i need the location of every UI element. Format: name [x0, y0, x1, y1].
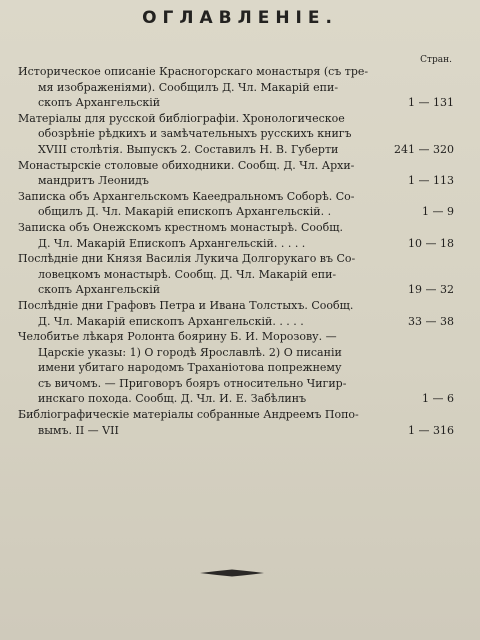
- toc-entry: [0, 189, 480, 220]
- toc-entry-line: [0, 189, 480, 205]
- entry-text: съ вичомъ. — Приговоръ бояръ относительно Чигир-: [38, 376, 347, 390]
- entry-text: мя изображеніями). Сообщилъ Д. Чл. Макарій епи-: [38, 80, 339, 94]
- toc-entry: [0, 64, 480, 111]
- toc-entry-line: [0, 282, 480, 298]
- entry-text: ловецкомъ монастырѣ. Сообщ. Д. Чл. Макарій епи-: [38, 267, 337, 281]
- entry-text: Д. Чл. Макарій епископъ Архангельскій. . . . .: [38, 314, 304, 328]
- toc-entry-line: [0, 220, 480, 236]
- entry-text: мандритъ Леонидъ: [38, 174, 149, 188]
- toc-entry: [0, 111, 480, 158]
- entry-page-range: 10 — 18: [408, 236, 454, 250]
- entry-text: Царскіе указы: 1) О городѣ Ярославлѣ. 2) О писаніи: [38, 345, 342, 359]
- entry-page-range: 1 — 131: [408, 96, 454, 110]
- toc-entry-line: [0, 95, 480, 111]
- toc-entry: [0, 158, 480, 189]
- entry-page-range: 19 — 32: [408, 283, 454, 297]
- toc-entry: [0, 220, 480, 251]
- toc-entry-line: [0, 126, 480, 142]
- entry-text: скопъ Архангельскій: [38, 96, 161, 110]
- toc-entry-line: [0, 376, 480, 392]
- toc-entry-line: [0, 142, 480, 158]
- pages-column-header: Стран.: [420, 55, 452, 65]
- entry-page-range: 1 — 9: [422, 205, 454, 219]
- toc-entry-line: [0, 423, 480, 439]
- toc-entry-line: [0, 80, 480, 96]
- toc-entry-line: [0, 360, 480, 376]
- entry-text: Послѣдніе дни Князя Василія Лукича Долгорукаго въ Со-: [18, 252, 356, 266]
- entry-text: Матеріалы для русской библіографіи. Хронологическое: [18, 111, 345, 125]
- toc-entry-line: [0, 204, 480, 220]
- page-title: ОГЛАВЛЕНІЕ.: [142, 8, 338, 28]
- toc-entry-line: [0, 173, 480, 189]
- entry-text: Д. Чл. Макарій Епископъ Архангельскій. . . . .: [38, 236, 306, 250]
- toc-entry-line: [0, 236, 480, 252]
- entry-text: вымъ. II — VII: [38, 423, 119, 437]
- entry-text: XVIII столѣтія. Выпускъ 2. Составилъ Н. В. Губерти: [38, 142, 339, 156]
- entry-page-range: 241 — 320: [394, 142, 454, 156]
- toc-entry-line: [0, 251, 480, 267]
- toc-entry-line: [0, 391, 480, 407]
- entry-page-range: 33 — 38: [408, 314, 454, 328]
- toc-entry-line: [0, 298, 480, 314]
- toc-entry-line: [0, 64, 480, 80]
- entry-text: Историческое описаніе Красногорскаго монастыря (съ тре-: [18, 65, 369, 78]
- toc-entry: [0, 329, 480, 407]
- entry-page-range: 1 — 113: [408, 174, 454, 188]
- entry-page-range: 1 — 316: [408, 423, 454, 437]
- toc-entry-line: [0, 407, 480, 423]
- toc-entry-line: [0, 329, 480, 345]
- toc-entry: [0, 251, 480, 298]
- ornament-divider: [200, 568, 264, 578]
- toc-entry-line: [0, 345, 480, 361]
- table-of-contents: [0, 64, 480, 438]
- entry-text: Послѣдніе дни Графовъ Петра и Ивана Толстыхъ. Сообщ.: [18, 298, 354, 312]
- toc-entry-line: [0, 267, 480, 283]
- entry-text: Записка объ Архангельскомъ Каеедральномъ Соборѣ. Со-: [18, 189, 355, 203]
- entry-text: обозрѣніе рѣдкихъ и замѣчательныхъ русскихъ книгъ: [38, 127, 352, 141]
- entry-text: Челобитье лѣкаря Ролонта боярину Б. И. Морозову. —: [18, 330, 337, 344]
- entry-text: общилъ Д. Чл. Макарій епископъ Архангельскій. .: [38, 205, 332, 219]
- entry-text: инскаго похода. Сообщ. Д. Чл. И. Е. Забѣлинъ: [38, 392, 307, 406]
- toc-entry-line: [0, 111, 480, 127]
- entry-text: Библіографическіе матеріалы собранные Андреемъ Попо-: [18, 408, 359, 422]
- entry-page-range: 1 — 6: [422, 392, 454, 406]
- toc-entry: [0, 407, 480, 438]
- entry-text: скопъ Архангельскій: [38, 283, 161, 297]
- toc-entry: [0, 298, 480, 329]
- entry-text: имени убитаго народомъ Траханіотова попрежнему: [38, 361, 342, 375]
- entry-text: Монастырскіе столовые обиходники. Сообщ. Д. Чл. Архи-: [18, 158, 355, 172]
- entry-text: Записка объ Онежскомъ крестномъ монастырѣ. Сообщ.: [18, 220, 344, 234]
- toc-entry-line: [0, 314, 480, 330]
- toc-entry-line: [0, 158, 480, 174]
